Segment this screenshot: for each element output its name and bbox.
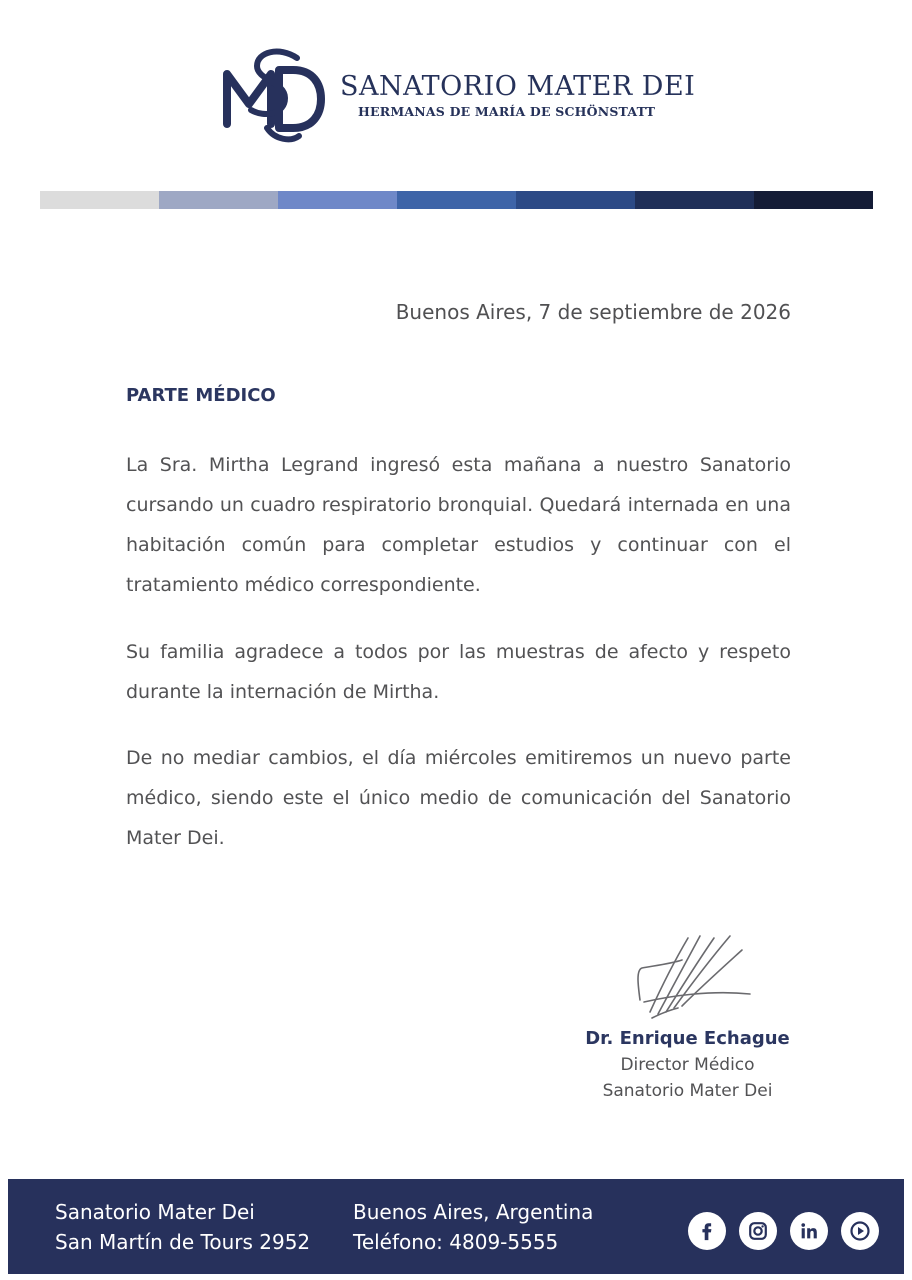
stripe-segment xyxy=(159,191,278,209)
stripe-segment xyxy=(40,191,159,209)
linkedin-icon[interactable] xyxy=(790,1212,828,1250)
letter-heading: PARTE MÉDICO xyxy=(126,385,276,406)
signer-title: Director Médico xyxy=(620,1055,755,1075)
instagram-icon[interactable] xyxy=(739,1212,777,1250)
handwritten-signature xyxy=(630,930,770,1025)
stripe-segment xyxy=(635,191,754,209)
footer-address: San Martín de Tours 2952 xyxy=(55,1230,311,1254)
stripe-segment xyxy=(397,191,516,209)
footer-address-block xyxy=(55,1197,310,1257)
footer xyxy=(8,1179,904,1274)
signature-block xyxy=(570,1026,805,1104)
header-color-stripe xyxy=(40,191,873,209)
stripe-segment xyxy=(754,191,873,209)
youtube-icon[interactable] xyxy=(841,1212,879,1250)
paragraph-3: De no mediar cambios, el día miércoles emitiremos un nuevo parte médico, siendo este el único medio de comunicación del Sanatorio Mater Dei. xyxy=(126,747,791,849)
footer-city: Buenos Aires, Argentina xyxy=(353,1200,594,1224)
stripe-segment xyxy=(516,191,635,209)
brand-name: SANATORIO MATER DEI xyxy=(340,71,696,102)
brand-subtitle: HERMANAS DE MARÍA DE SCHÖNSTATT xyxy=(358,104,656,119)
letter-date: Buenos Aires, 7 de septiembre de 2026 xyxy=(395,300,791,324)
stripe-segment xyxy=(278,191,397,209)
msd-monogram-icon xyxy=(219,44,325,148)
footer-org-name: Sanatorio Mater Dei xyxy=(55,1200,255,1224)
footer-phone: Teléfono: 4809-5555 xyxy=(353,1230,559,1254)
paragraph-2: Su familia agradece a todos por las muestras de afecto y respeto durante la internación de Mirtha. xyxy=(126,641,791,703)
signer-name: Dr. Enrique Echague xyxy=(585,1028,790,1049)
brand xyxy=(340,70,740,120)
signer-organization: Sanatorio Mater Dei xyxy=(602,1081,773,1101)
facebook-icon[interactable] xyxy=(688,1212,726,1250)
paragraph-1: La Sra. Mirtha Legrand ingresó esta mañana a nuestro Sanatorio cursando un cuadro respiratorio bronquial. Quedará internada en una habitación común para completar estudios y continuar con el tratamiento médico correspondiente. xyxy=(126,454,791,596)
social-links xyxy=(688,1212,879,1250)
footer-contact-block xyxy=(353,1197,593,1257)
